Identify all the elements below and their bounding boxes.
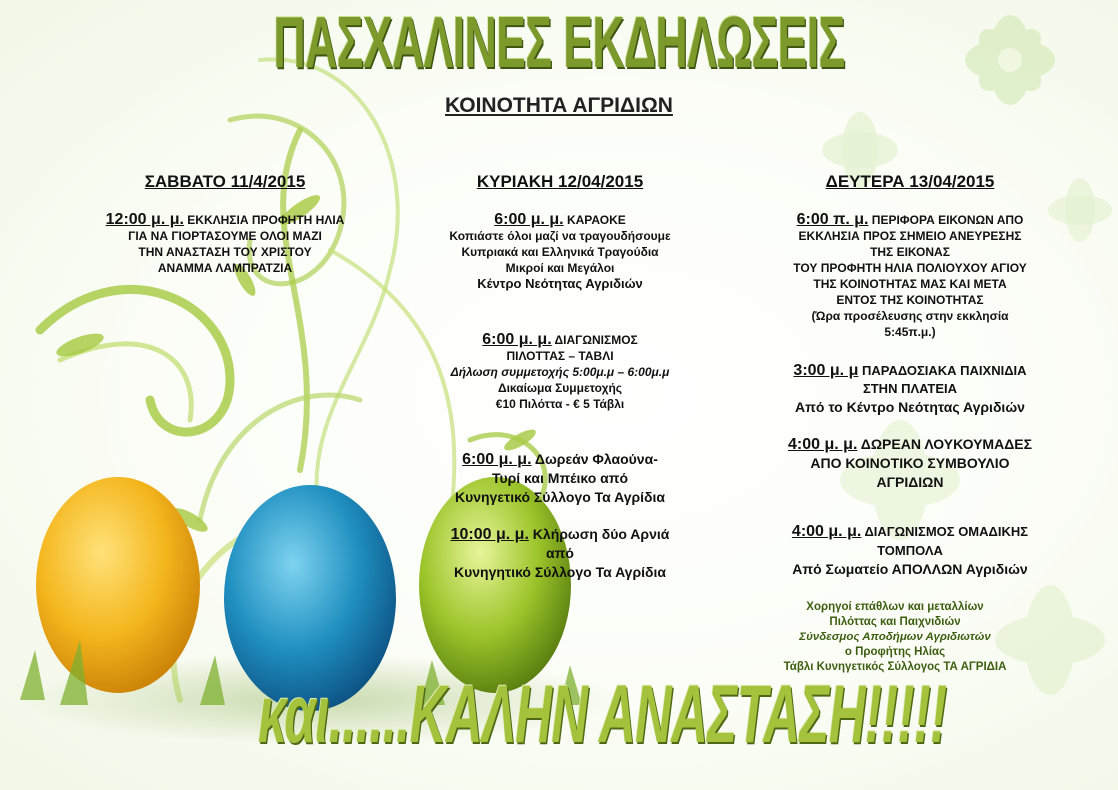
- event-line: Κυπριακά και Ελληνικά Τραγούδια: [461, 245, 659, 259]
- day-heading: ΚΥΡΙΑΚΗ 12/04/2015: [476, 172, 644, 191]
- event-line: €10 Πιλόττα - € 5 Τάβλι: [495, 397, 625, 411]
- event-label: ΔΩΡΕΑΝ ΛΟΥΚΟΥΜΑΔΕΣ: [860, 436, 1032, 452]
- day-heading: ΣΑΒΒΑΤΟ 11/4/2015: [144, 172, 306, 191]
- event-line: ΑΠΟ ΚΟΙΝΟΤΙΚΟ ΣΥΜΒΟΥΛΙΟ: [810, 455, 1010, 471]
- event-item: [740, 212, 1080, 340]
- event-label: ΠΑΡΑΔΟΣΙΑΚΑ ΠΑΙΧΝΙΔΙΑ: [861, 363, 1027, 378]
- sponsor-line: Τάβλι Κυνηγετικός Σύλλογος ΤΑ ΑΓΡΙΔΙΑ: [783, 661, 1007, 673]
- event-time: 3:00 μ. μ: [793, 362, 859, 379]
- event-line: ΤΗΝ ΑΝΑΣΤΑΣΗ ΤΟΥ ΧΡΙΣΤΟΥ: [138, 245, 312, 259]
- event-label: ΠΕΡΙΦΟΡΑ ΕΙΚΟΝΩΝ ΑΠΟ: [871, 213, 1024, 227]
- event-line: Μικροί και Μεγάλοι: [505, 261, 615, 275]
- event-item: [395, 450, 725, 507]
- day-column-monday: [740, 172, 1080, 579]
- event-label: ΚΑΡΑΟΚΕ: [566, 213, 626, 227]
- event-line: Κυνηγετικό Σύλλογο Τα Αγρίδια: [454, 489, 666, 505]
- event-time: 6:00 π. μ.: [796, 211, 869, 228]
- event-line: ΓΙΑ ΝΑ ΓΙΟΡΤΑΣΟΥΜΕ ΟΛΟΙ ΜΑΖΙ: [128, 229, 322, 243]
- day-column-sunday: [395, 172, 725, 582]
- event-line: (Ώρα προσέλευσης στην εκκλησία: [811, 309, 1009, 323]
- event-label: ΔΙΑΓΩΝΙΣΜΟΣ ΟΜΑΔΙΚΗΣ: [864, 524, 1029, 539]
- event-label: Κλήρωση δύο Αρνιά: [532, 526, 670, 542]
- sponsor-line: ο Προφήτης Ηλίας: [844, 646, 946, 658]
- event-line: Κυνηγητικό Σύλλογο Τα Αγρίδια: [454, 564, 666, 580]
- event-line: ΑΓΡΙΔΙΩΝ: [876, 474, 944, 490]
- event-line: ΤΟΥ ΠΡΟΦΗΤΗ ΗΛΙΑ ΠΟΛΙΟΥΧΟΥ ΑΓΙΟΥ: [793, 261, 1027, 275]
- event-line: Από το Κέντρο Νεότητας Αγριδιών: [795, 399, 1025, 415]
- poster-title: ΠΑΣΧΑΛΙΝΕΣ ΕΚΔΗΛΩΣΕΙΣ: [273, 3, 845, 83]
- day-column-saturday: [55, 172, 395, 276]
- event-time: 12:00 μ. μ.: [105, 211, 184, 228]
- sponsor-line: Πιλόττας και Παιχνιδιών: [829, 616, 961, 628]
- event-line: ΣΤΗΝ ΠΛΑΤΕΙΑ: [862, 381, 958, 396]
- event-line: ΑΝΑΜΜΑ ΛΑΜΠΡΑΤΖΙΑ: [157, 261, 293, 275]
- event-item: [395, 332, 725, 412]
- sponsor-line: Χορηγοί επάθλων και μεταλλίων: [806, 601, 984, 613]
- event-label: ΕΚΚΛΗΣΙΑ ΠΡΟΦΗΤΗ ΗΛΙΑ: [187, 213, 345, 227]
- event-line: ΕΝΤΟΣ ΤΗΣ ΚΟΙΝΟΤΗΤΑΣ: [836, 293, 984, 307]
- event-time: 6:00 μ. μ.: [482, 331, 552, 348]
- event-line: Κέντρο Νεότητας Αγριδιών: [477, 276, 643, 291]
- event-item: [395, 212, 725, 292]
- event-line: από: [546, 545, 574, 561]
- community-subtitle: ΚΟΙΝΟΤΗΤΑ ΑΓΡΙΔΙΩΝ: [445, 94, 673, 117]
- event-line: ΕΚΚΛΗΣΙΑ ΠΡΟΣ ΣΗΜΕΙΟ ΑΝΕΥΡΕΣΗΣ: [798, 229, 1022, 243]
- event-line: Τυρί και Μπέικο από: [491, 470, 629, 486]
- day-heading: ΔΕΥΤΕΡΑ 13/04/2015: [825, 172, 995, 191]
- event-line: ΤΟΜΠΟΛΑ: [877, 543, 943, 558]
- easter-greeting: και......ΚΑΛΗΝ ΑΝΑΣΤΑΣΗ!!!!!: [258, 669, 947, 760]
- event-line: Από Σωματείο ΑΠΟΛΛΩΝ Αγριδιών: [792, 561, 1028, 577]
- event-label: ΔΙΑΓΩΝΙΣΜΟΣ: [554, 333, 638, 347]
- event-time: 10:00 μ. μ.: [450, 526, 529, 543]
- event-time: 4:00 μ. μ.: [788, 436, 858, 453]
- sponsors-list: [730, 600, 1060, 675]
- event-line: ΤΗΣ ΕΙΚΟΝΑΣ: [870, 245, 950, 259]
- event-line: Δικαίωμα Συμμετοχής: [497, 381, 623, 395]
- sponsor-line: Σύνδεσμος Αποδήμων Αγριδιωτών: [799, 631, 991, 643]
- event-label: Δωρεάν Φλαούνα-: [534, 451, 658, 467]
- event-item: [395, 525, 725, 582]
- event-item: [55, 212, 395, 276]
- event-item: [740, 522, 1080, 579]
- event-line: 5:45π.μ.): [884, 325, 936, 339]
- event-item: [740, 435, 1080, 492]
- event-line: ΠΙΛΟΤΤΑΣ – ΤΑΒΛΙ: [506, 349, 614, 363]
- event-line: ΤΗΣ ΚΟΙΝΟΤΗΤΑΣ ΜΑΣ ΚΑΙ ΜΕΤΑ: [813, 277, 1007, 291]
- event-item: [740, 362, 1080, 417]
- event-time: 6:00 μ. μ.: [462, 451, 532, 468]
- event-line: Δήλωση συμμετοχής 5:00μ.μ – 6:00μ.μ: [450, 365, 670, 379]
- event-time: 6:00 μ. μ.: [494, 211, 564, 228]
- yellow-egg: [36, 477, 200, 693]
- event-time: 4:00 μ. μ.: [791, 523, 862, 540]
- event-line: Κοπιάστε όλοι μαζί να τραγουδήσουμε: [449, 229, 671, 243]
